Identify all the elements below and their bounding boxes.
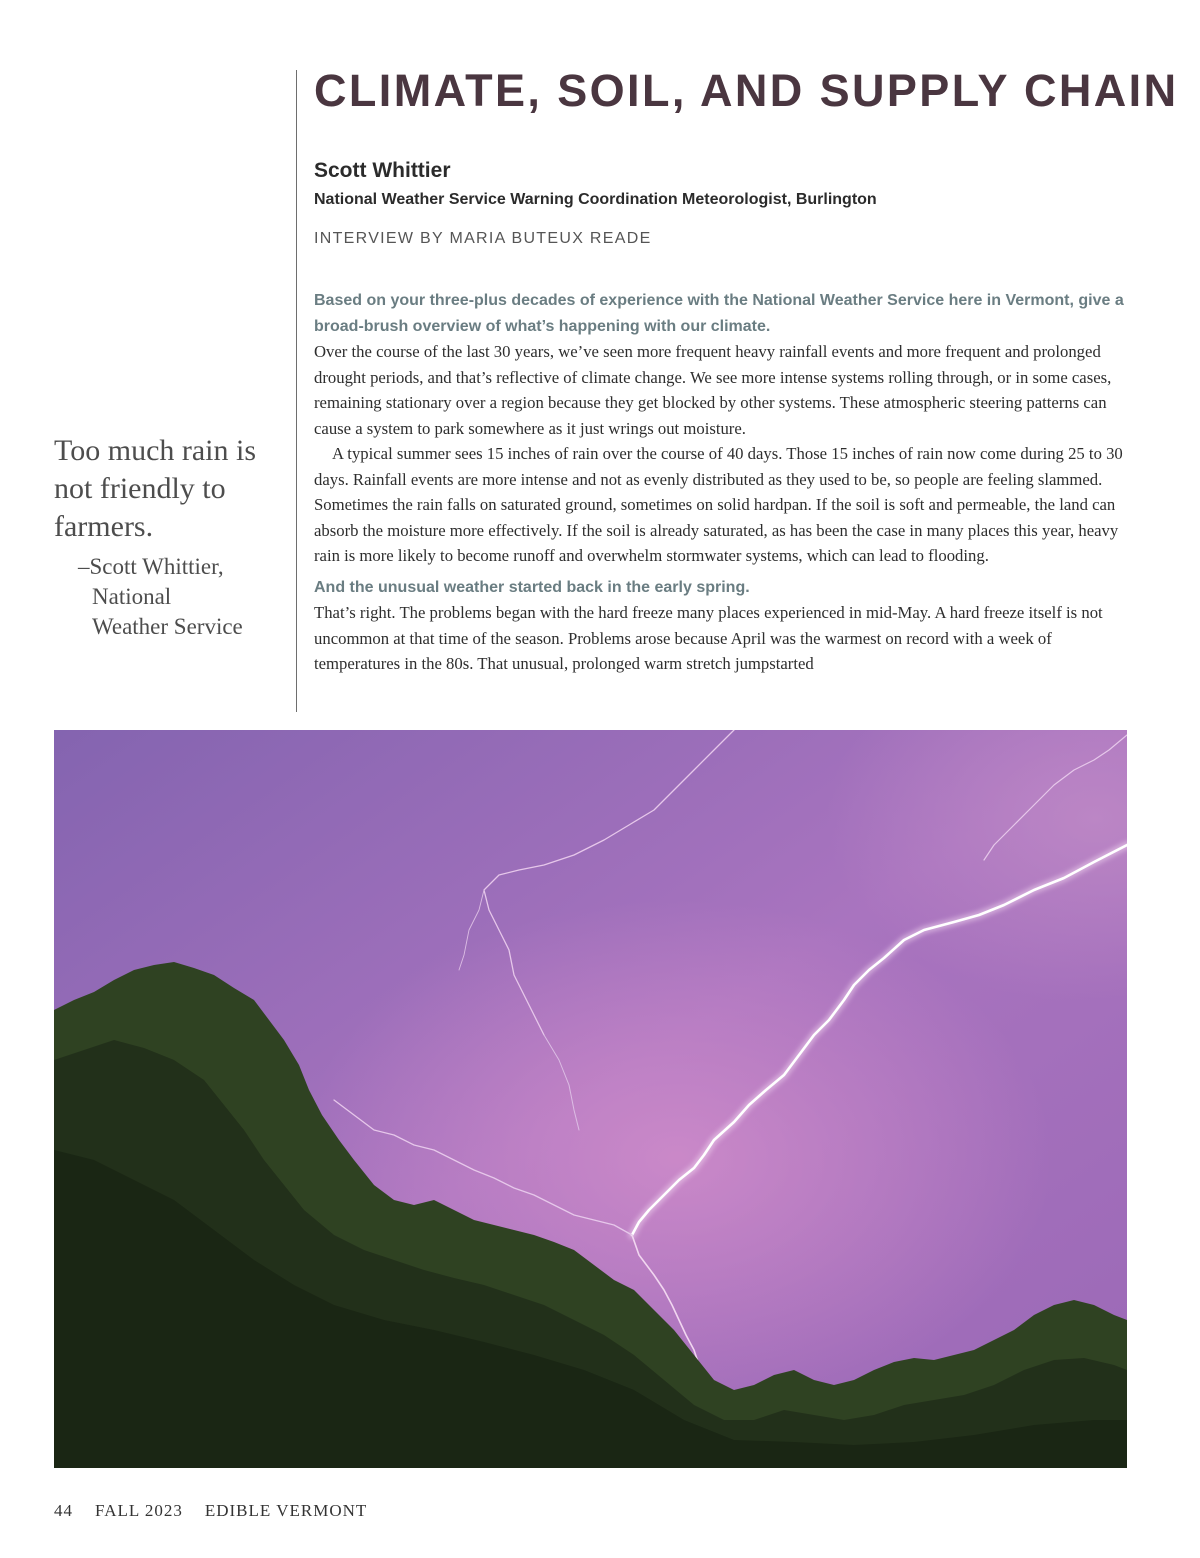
pull-quote-attribution bbox=[78, 552, 278, 642]
lightning-storm-image bbox=[54, 730, 1127, 1468]
page-footer bbox=[54, 1500, 389, 1522]
question-1: Based on your three-plus decades of experience with the National Weather Service here in Vermont, give a broad-brush overview of what’s happening with our climate. bbox=[314, 292, 1124, 335]
question-2: And the unusual weather started back in the early spring. bbox=[314, 578, 750, 596]
publication-name: EDIBLE VERMONT bbox=[204, 1501, 368, 1520]
interviewee-role: National Weather Service Warning Coordination Meteorologist, Burlington bbox=[314, 191, 877, 208]
page-number: 44 bbox=[54, 1501, 73, 1520]
article-title: CLIMATE, SOIL, AND SUPPLY CHAIN bbox=[314, 65, 1179, 116]
answer-1-paragraph-1: Over the course of the last 30 years, we’ve seen more frequent heavy rainfall events and more frequent and prolonged drought periods, and that’s reflective of climate change. We see more intense systems rolling through, or in some cases, remaining stationary over a region because they get blocked by other systems. These atmospheric steering patterns can cause a system to park somewhere as it just wrings out moisture. bbox=[314, 342, 1112, 438]
article-body bbox=[314, 288, 1130, 677]
attribution-line-2: National bbox=[92, 584, 172, 609]
byline: INTERVIEW BY MARIA BUTEUX READE bbox=[314, 230, 652, 247]
attribution-line-3: Weather Service bbox=[92, 614, 243, 639]
answer-2-paragraph-1: That’s right. The problems began with the hard freeze many places experienced in mid-May. A hard freeze itself is not uncommon at that time of the season. Problems arose because April was the warmest on record with a week of temperatures in the 80s. That unusual, prolonged warm stretch jumpstarted bbox=[314, 603, 1103, 673]
answer-1-paragraph-2: A typical summer sees 15 inches of rain over the course of 40 days. Those 15 inches of rain now come during 25 to 30 days. Rainfall events are more intense and not as evenly distributed as they used to be, so people are feeling slammed. Sometimes the rain falls on saturated ground, sometimes on solid hardpan. If the soil is soft and permeable, the land can absorb the moisture more effectively. If the soil is already saturated, as has been the case in many places this year, heavy rain is more likely to become runoff and overwhelm stormwater systems, which can lead to flooding. bbox=[314, 444, 1123, 565]
pull-quote: Too much rain is not friendly to farmers. bbox=[54, 434, 257, 543]
interviewee-name: Scott Whittier bbox=[314, 159, 451, 182]
attribution-line-1: –Scott Whittier, bbox=[78, 554, 224, 579]
lightning-photo bbox=[54, 730, 1127, 1468]
issue-label: FALL 2023 bbox=[95, 1501, 183, 1520]
column-divider bbox=[296, 70, 297, 712]
